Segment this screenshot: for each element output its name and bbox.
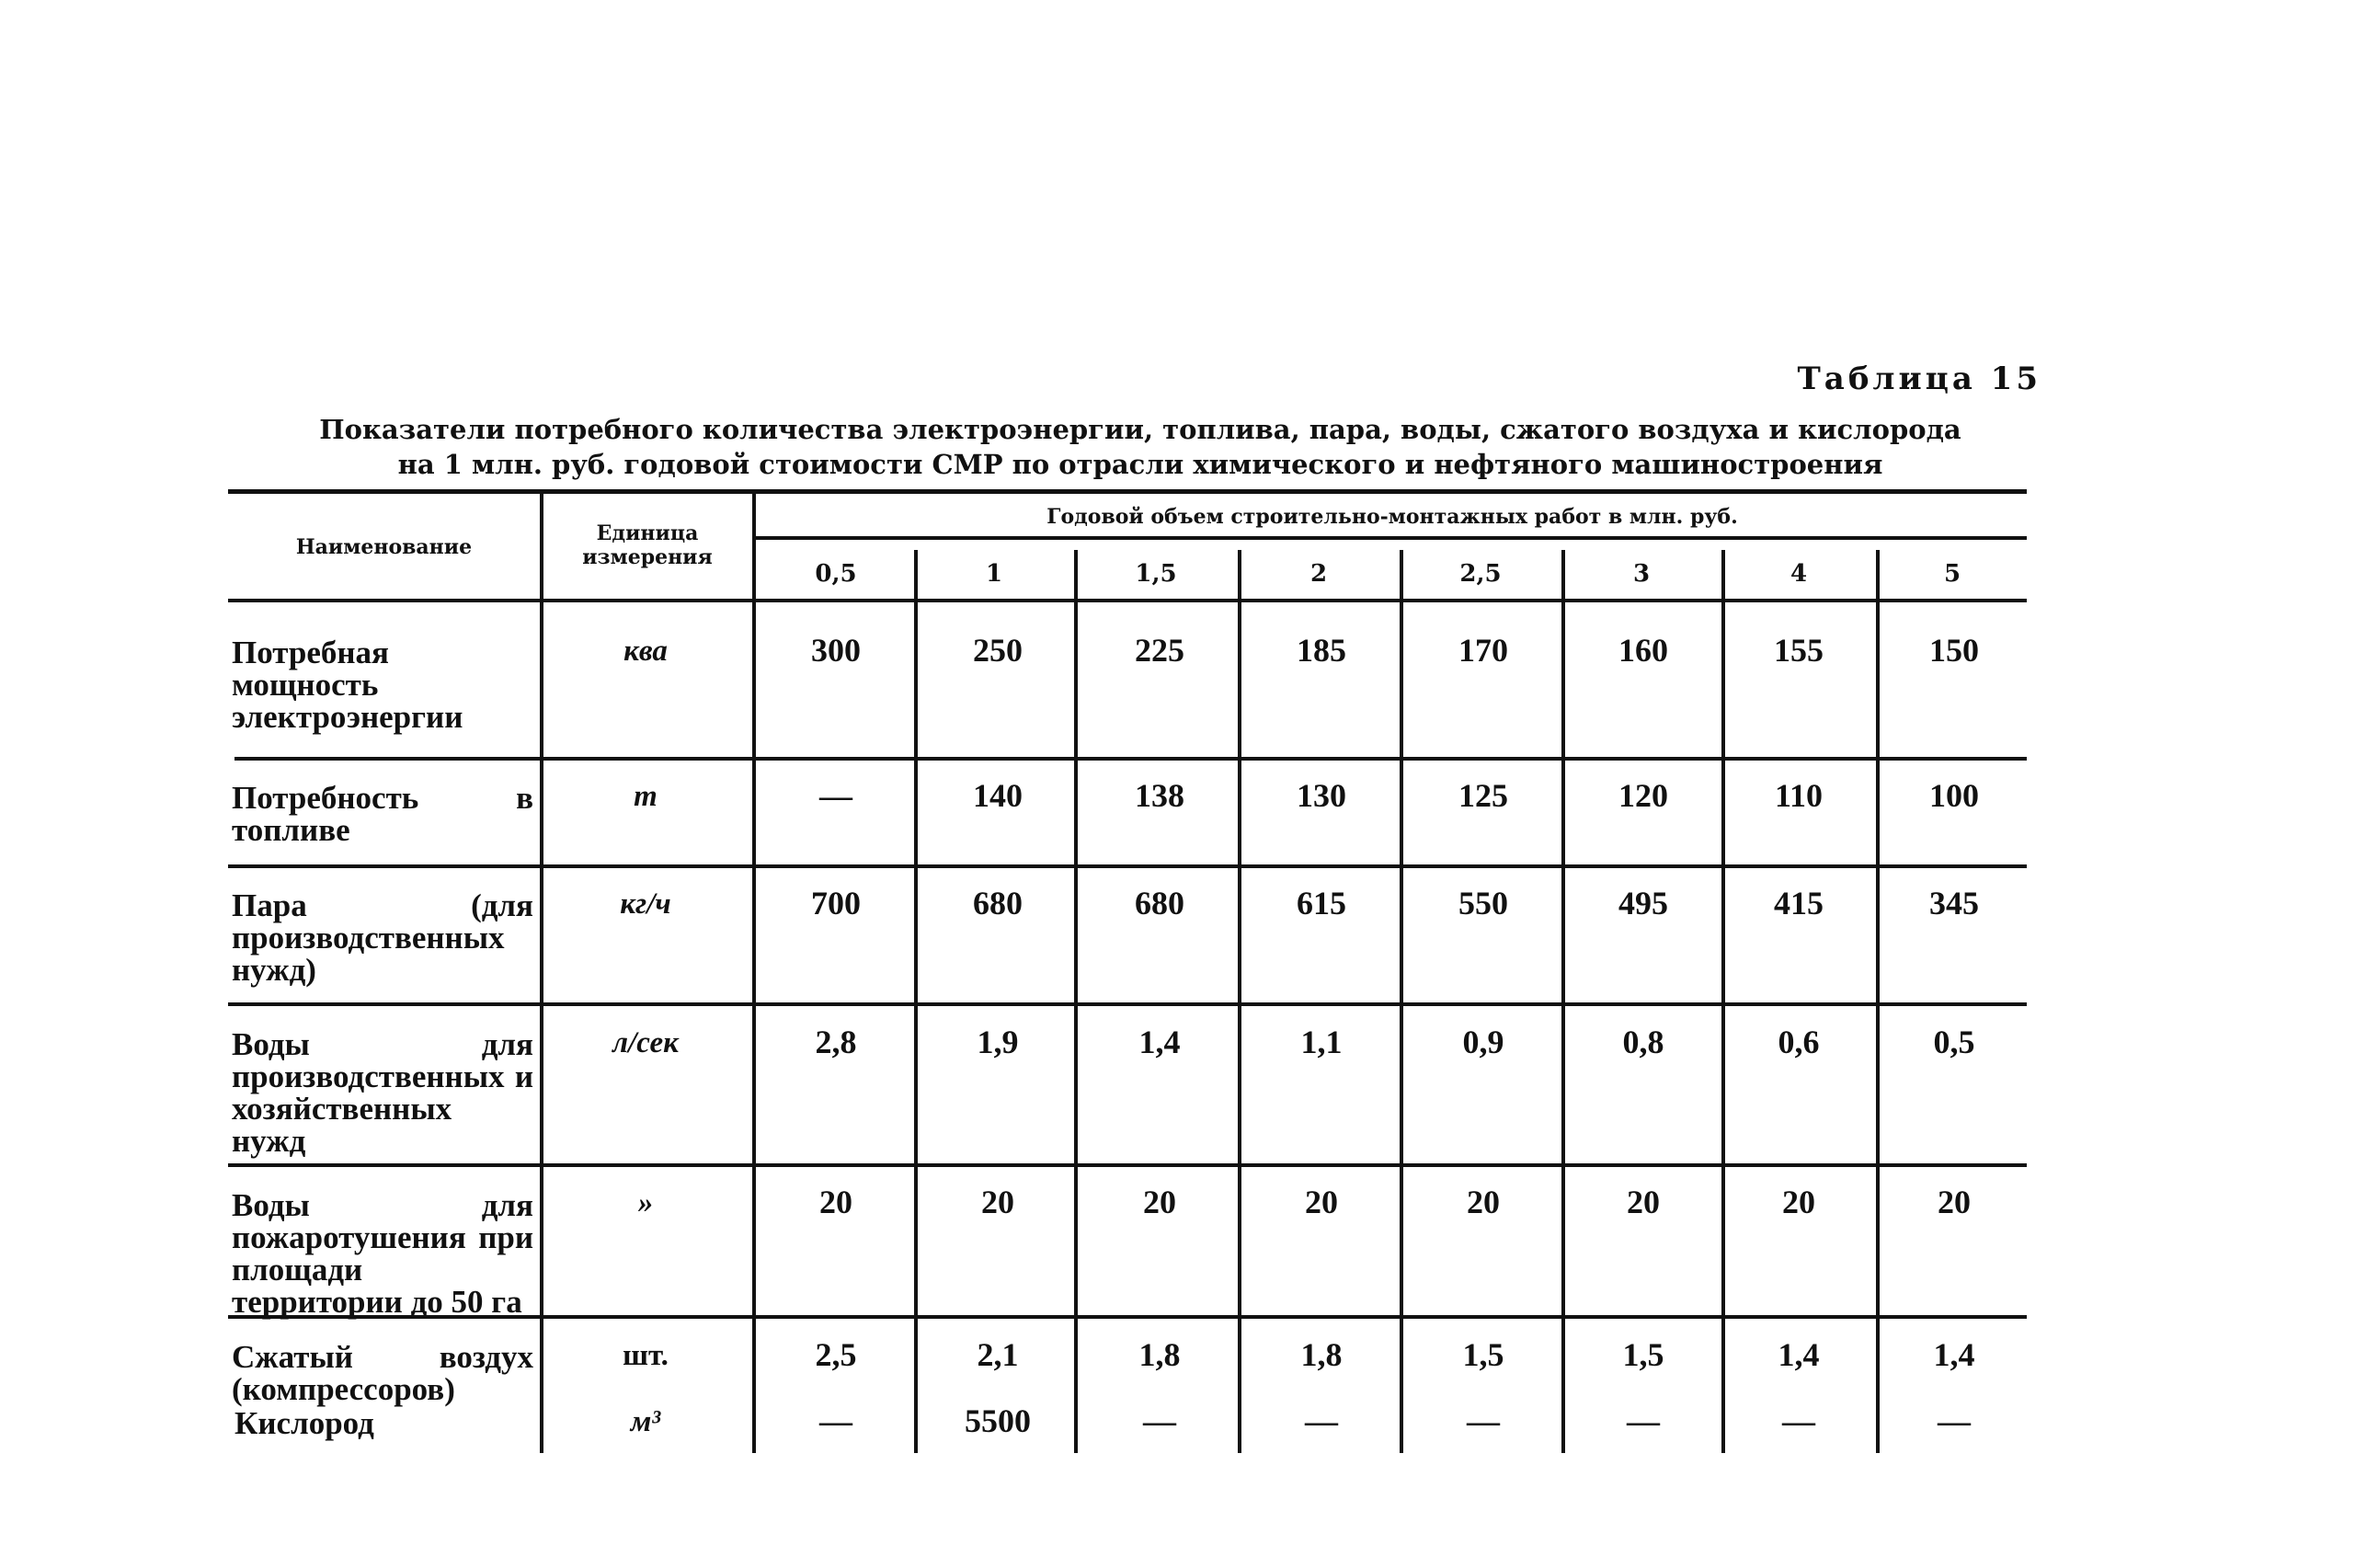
row-value: — [1938,1402,1971,1439]
row-value: 100 [1929,777,1979,814]
row-unit: ква [623,635,668,668]
row-value: — [1627,1402,1660,1439]
header-bottom-rule [228,599,2027,602]
row-name: Кислород [234,1405,374,1441]
row-unit: л/сек [612,1026,679,1059]
row-rule [228,864,2027,868]
row-value: 300 [811,632,861,669]
row-value: — [1467,1402,1500,1439]
table-title [221,412,2060,482]
row-value: 2,1 [977,1336,1019,1373]
column-divider [1238,550,1241,1453]
row-value: 170 [1458,632,1508,669]
row-value: 1,4 [1933,1336,1975,1373]
row-value: 345 [1929,885,1979,921]
top-rule [228,489,2027,494]
row-value: 20 [1143,1184,1176,1220]
row-name: Воды для производственных и хозяйственных нужд [232,1026,533,1159]
year-header: 4 [1790,560,1808,588]
row-value: 140 [973,777,1023,814]
row-unit: кг/ч [620,887,671,921]
column-divider [1876,550,1880,1453]
row-value: 20 [981,1184,1014,1220]
row-rule [228,1002,2027,1006]
row-value: 150 [1929,632,1979,669]
column-divider [1074,550,1078,1453]
row-value: 0,9 [1462,1024,1504,1060]
row-value: 1,8 [1138,1336,1181,1373]
table-number: Таблица 15 [1797,361,2041,397]
year-header: 0,5 [815,560,857,588]
column-divider [1561,550,1565,1453]
row-value: 155 [1774,632,1824,669]
row-name: Пара (для производственных нужд) [232,887,533,988]
header-unit-line-2: измерения [582,545,713,569]
row-value: 0,5 [1933,1024,1975,1060]
row-value: 1,1 [1300,1024,1343,1060]
row-value: 20 [1938,1184,1971,1220]
row-name: Сжатый воздух (компрессоров) [232,1339,533,1407]
row-value: 415 [1774,885,1824,921]
row-value: 20 [819,1184,852,1220]
row-name: Потребность в топливе [232,780,533,848]
header-unit [544,521,750,569]
row-value: — [1305,1402,1338,1439]
row-value: 250 [973,632,1023,669]
row-value: 110 [1774,777,1823,814]
year-header: 2 [1309,560,1328,588]
header-unit-line-1: Единица [596,521,699,545]
row-value: 1,8 [1300,1336,1343,1373]
row-value: 2,5 [815,1336,857,1373]
row-value: 1,4 [1138,1024,1181,1060]
row-value: 550 [1458,885,1508,921]
year-header: 2,5 [1459,560,1502,588]
row-value: 680 [1135,885,1184,921]
row-unit: т [634,780,658,813]
row-rule [228,1163,2027,1167]
row-value: 1,9 [977,1024,1019,1060]
row-value: — [1143,1402,1176,1439]
header-volume: Годовой объем строительно-монтажных работ в млн. руб. [1046,505,1738,529]
row-value: 138 [1135,777,1184,814]
row-value: 1,5 [1462,1336,1504,1373]
title-line-2: на 1 млн. руб. годовой стоимости СМР по отрасли химического и нефтяного машиностроения [397,449,1883,480]
row-value: 0,6 [1778,1024,1820,1060]
row-value: 225 [1135,632,1184,669]
row-value: 185 [1297,632,1346,669]
column-divider [1400,550,1403,1453]
row-value: 700 [811,885,861,921]
row-value: 20 [1782,1184,1815,1220]
row-rule [234,757,2027,761]
row-value: 20 [1305,1184,1338,1220]
title-line-1: Показатели потребного количества электроэнергии, топлива, пара, воды, сжатого воздуха и кислорода [319,414,1961,445]
row-value: 495 [1618,885,1668,921]
row-value: 2,8 [815,1024,857,1060]
year-header: 5 [1943,560,1961,588]
row-value: — [819,1402,852,1439]
row-unit: м³ [630,1405,661,1438]
row-unit: » [637,1186,654,1219]
row-value: 130 [1297,777,1346,814]
row-value: 680 [973,885,1023,921]
row-value: 1,5 [1622,1336,1664,1373]
row-value: 20 [1627,1184,1660,1220]
volume-rule [754,536,2027,540]
row-unit: шт. [623,1339,669,1372]
row-value: 20 [1467,1184,1500,1220]
row-value: 5500 [965,1402,1031,1439]
column-divider [752,494,756,1453]
row-value: — [1782,1402,1815,1439]
column-divider [914,550,918,1453]
row-value: — [819,777,852,814]
row-value: 120 [1618,777,1668,814]
row-name: Воды для пожаротушения при площади территории до 50 га [232,1187,533,1320]
row-value: 125 [1458,777,1508,814]
row-name: Потребная мощность электроэнергии [232,635,463,735]
column-divider [1721,550,1725,1453]
row-value: 0,8 [1622,1024,1664,1060]
header-name: Наименование [295,535,473,559]
row-value: 160 [1618,632,1668,669]
year-header: 3 [1632,560,1651,588]
year-header: 1 [985,560,1003,588]
year-header: 1,5 [1135,560,1177,588]
column-divider [540,494,543,1453]
row-value: 615 [1297,885,1346,921]
row-value: 1,4 [1778,1336,1820,1373]
